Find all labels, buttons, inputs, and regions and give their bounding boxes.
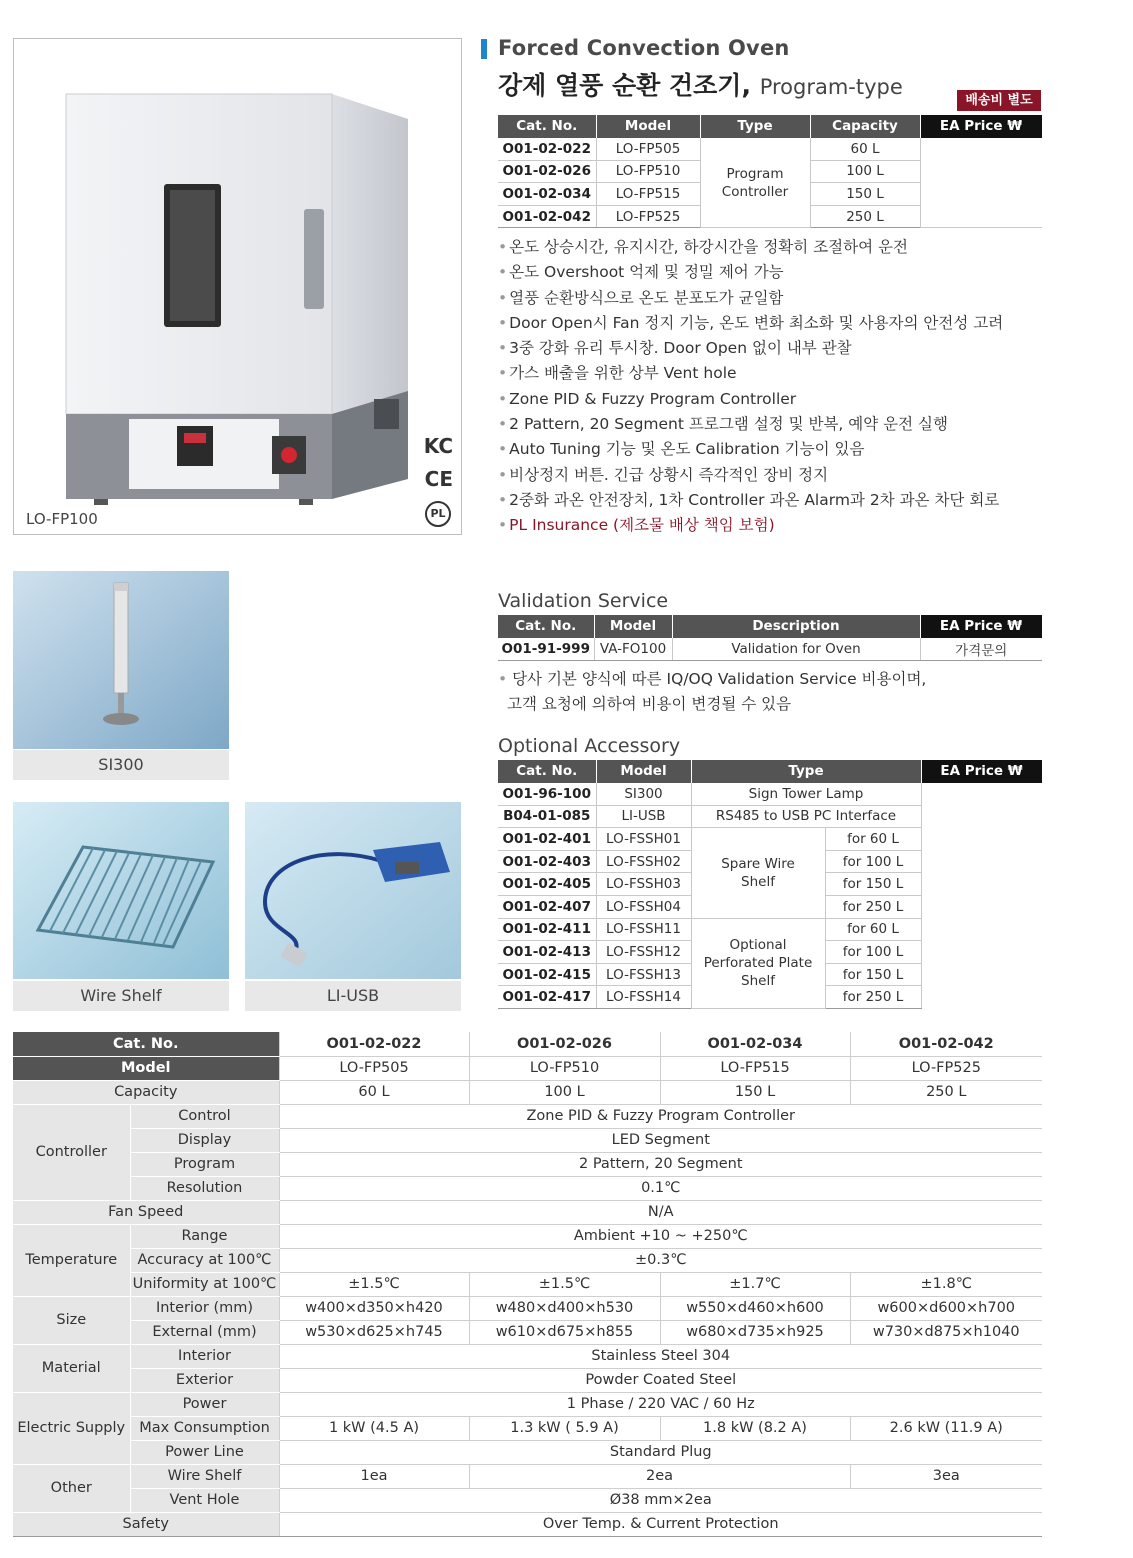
- value: Zone PID & Fuzzy Program Controller: [279, 1104, 1042, 1128]
- price: 가격문의: [920, 638, 1042, 661]
- row-label: Accuracy at 100℃: [130, 1248, 279, 1272]
- cat-no: O01-02-405: [498, 873, 596, 896]
- model: LI-USB: [596, 805, 691, 828]
- ce-cert-icon: CE: [424, 467, 453, 491]
- value: 2 Pattern, 20 Segment: [279, 1152, 1042, 1176]
- validation-note: [498, 667, 926, 717]
- spec-row: [13, 1128, 1042, 1152]
- cat-no: O01-02-407: [498, 896, 596, 919]
- title-ko-text: 강제 열풍 순환 건조기,: [498, 71, 751, 100]
- note-line-1: • 당사 기본 양식에 따른 IQ/OQ Validation Service 비용이며,: [498, 670, 927, 688]
- value: w400×d350×h420: [279, 1296, 469, 1320]
- feature-list: [498, 235, 1003, 539]
- for-capacity: for 250 L: [825, 986, 921, 1009]
- col-cat-no: Cat. No.: [498, 115, 596, 138]
- title-subtitle: Program-type: [759, 75, 903, 99]
- model: LO-FSSH14: [596, 986, 691, 1009]
- value: 2ea: [469, 1464, 850, 1488]
- row-label: Interior: [130, 1344, 279, 1368]
- group-label: Temperature: [13, 1224, 130, 1296]
- capacity: 60 L: [279, 1080, 469, 1104]
- col-type: Type: [691, 760, 921, 783]
- cat-no: O01-02-034: [498, 183, 596, 206]
- spec-row-model: [13, 1056, 1042, 1080]
- usb-interface-illustration: [245, 802, 461, 979]
- spec-row: [13, 1176, 1042, 1200]
- value: Stainless Steel 304: [279, 1344, 1042, 1368]
- capacity: 60 L: [810, 138, 920, 161]
- validation-title: Validation Service: [498, 590, 669, 612]
- spec-table: [13, 1032, 1042, 1537]
- value: LED Segment: [279, 1128, 1042, 1152]
- product-photo-caption: LO-FP100: [26, 510, 98, 528]
- value: Over Temp. & Current Protection: [279, 1512, 1042, 1536]
- model: LO-FSSH02: [596, 850, 691, 873]
- for-capacity: for 60 L: [825, 918, 921, 941]
- spec-row: [13, 1200, 1042, 1224]
- wire-shelf-illustration: [13, 802, 229, 979]
- list-item: • PL Insurance (제조물 배상 책임 보험): [498, 516, 775, 535]
- cat-no: O01-02-022: [279, 1032, 469, 1056]
- value: w600×d600×h700: [850, 1296, 1042, 1320]
- value: 3ea: [850, 1464, 1042, 1488]
- spec-row-capacity: [13, 1080, 1042, 1104]
- model-label: Model: [13, 1056, 279, 1080]
- model: LO-FSSH01: [596, 828, 691, 851]
- spec-row: [13, 1392, 1042, 1416]
- li-usb-caption: LI-USB: [245, 981, 461, 1011]
- table-row: [498, 138, 1042, 161]
- value: ±1.7℃: [660, 1272, 850, 1296]
- col-cat-no: Cat. No.: [498, 760, 596, 783]
- cat-label: Cat. No.: [13, 1032, 279, 1056]
- spec-row: [13, 1368, 1042, 1392]
- row-label: Program: [130, 1152, 279, 1176]
- row-label: Wire Shelf: [130, 1464, 279, 1488]
- row-label: External (mm): [130, 1320, 279, 1344]
- type: RS485 to USB PC Interface: [691, 805, 921, 828]
- value: 2.6 kW (11.9 A): [850, 1416, 1042, 1440]
- row-label: Safety: [13, 1512, 279, 1536]
- list-item: • 3중 강화 유리 투시창. Door Open 없이 내부 관찰: [498, 339, 852, 358]
- value: 1ea: [279, 1464, 469, 1488]
- for-capacity: for 100 L: [825, 850, 921, 873]
- spec-row: [13, 1320, 1042, 1344]
- value: Powder Coated Steel: [279, 1368, 1042, 1392]
- list-item: • 열풍 순환방식으로 온도 분포도가 균일함: [498, 288, 784, 307]
- model: SI300: [596, 783, 691, 806]
- group-label: Electric Supply: [13, 1392, 130, 1464]
- row-label: Range: [130, 1224, 279, 1248]
- accessory-title: Optional Accessory: [498, 735, 681, 757]
- cat-no: O01-02-403: [498, 850, 596, 873]
- row-label: Max Consumption: [130, 1416, 279, 1440]
- si300-caption: SI300: [13, 750, 229, 780]
- value: ±0.3℃: [279, 1248, 1042, 1272]
- row-label: Exterior: [130, 1368, 279, 1392]
- value: ±1.8℃: [850, 1272, 1042, 1296]
- model: LO-FP510: [596, 160, 700, 183]
- group-label: Material: [13, 1344, 130, 1392]
- oven-illustration: [14, 39, 463, 536]
- capacity: 150 L: [810, 183, 920, 206]
- cat-no: O01-02-411: [498, 918, 596, 941]
- cat-no: O01-96-100: [498, 783, 596, 806]
- col-model: Model: [596, 115, 700, 138]
- list-item: • Auto Tuning 기능 및 온도 Calibration 기능이 있음: [498, 440, 865, 459]
- row-label: Resolution: [130, 1176, 279, 1200]
- for-capacity: for 150 L: [825, 963, 921, 986]
- value: w730×d875×h1040: [850, 1320, 1042, 1344]
- row-label: Control: [130, 1104, 279, 1128]
- model: LO-FP510: [469, 1056, 660, 1080]
- list-item: • 온도 상승시간, 유지시간, 하강시간을 정확히 조절하여 운전: [498, 238, 908, 256]
- cat-no: O01-02-042: [850, 1032, 1042, 1056]
- list-item: • Zone PID & Fuzzy Program Controller: [498, 389, 797, 408]
- li-usb-photo: [245, 802, 461, 1011]
- list-item: • 온도 Overshoot 억제 및 정밀 제어 가능: [498, 263, 784, 282]
- value: 0.1℃: [279, 1176, 1042, 1200]
- col-price: EA Price ₩: [920, 615, 1042, 638]
- si300-photo: [13, 571, 229, 780]
- capacity: 250 L: [850, 1080, 1042, 1104]
- spec-row: [13, 1224, 1042, 1248]
- model: LO-FP525: [850, 1056, 1042, 1080]
- col-type: Type: [700, 115, 810, 138]
- row-label: Uniformity at 100℃: [130, 1272, 279, 1296]
- model: LO-FP515: [660, 1056, 850, 1080]
- value: Ambient +10 ~ +250℃: [279, 1224, 1042, 1248]
- spec-row: [13, 1488, 1042, 1512]
- accessory-table: [498, 760, 1043, 1009]
- col-price: EA Price ₩: [921, 760, 1042, 783]
- type: Sign Tower Lamp: [691, 783, 921, 806]
- note-line-2: 고객 요청에 의하여 비용이 변경될 수 있음: [507, 695, 792, 713]
- description: Validation for Oven: [672, 638, 920, 661]
- title-accent-bar: [481, 39, 487, 59]
- col-price: EA Price ₩: [920, 115, 1042, 138]
- capacity-label: Capacity: [13, 1080, 279, 1104]
- page-title-ko: [498, 66, 903, 102]
- list-item: • Door Open시 Fan 정지 기능, 온도 변화 최소화 및 사용자의 안전성 고려: [498, 313, 1004, 332]
- for-capacity: for 250 L: [825, 896, 921, 919]
- page-title-en: Forced Convection Oven: [498, 36, 790, 60]
- row-label: Interior (mm): [130, 1296, 279, 1320]
- value: Standard Plug: [279, 1440, 1042, 1464]
- value: ±1.5℃: [279, 1272, 469, 1296]
- model: LO-FSSH12: [596, 941, 691, 964]
- for-capacity: for 150 L: [825, 873, 921, 896]
- sign-tower-lamp-illustration: [13, 571, 229, 749]
- value: 1.3 kW ( 5.9 A): [469, 1416, 660, 1440]
- cat-no: O01-02-401: [498, 828, 596, 851]
- value: w550×d460×h600: [660, 1296, 850, 1320]
- table-row: [498, 783, 1042, 806]
- spec-row: [13, 1344, 1042, 1368]
- cat-no: O01-02-413: [498, 941, 596, 964]
- list-item: • 2 Pattern, 20 Segment 프로그램 설정 및 반복, 예약 운전 실행: [498, 415, 948, 434]
- spec-row: [13, 1248, 1042, 1272]
- value: 1.8 kW (8.2 A): [660, 1416, 850, 1440]
- col-model: Model: [594, 615, 672, 638]
- cat-no: O01-02-417: [498, 986, 596, 1009]
- row-label: Fan Speed: [13, 1200, 279, 1224]
- model: LO-FSSH11: [596, 918, 691, 941]
- cat-no: O01-02-034: [660, 1032, 850, 1056]
- capacity: 100 L: [810, 160, 920, 183]
- list-item: • 비상정지 버튼. 긴급 상황시 즉각적인 장비 정지: [498, 465, 829, 484]
- value: ±1.5℃: [469, 1272, 660, 1296]
- spec-row: [13, 1440, 1042, 1464]
- row-label: Power: [130, 1392, 279, 1416]
- value: Ø38 mm×2ea: [279, 1488, 1042, 1512]
- value: 1 Phase / 220 VAC / 60 Hz: [279, 1392, 1042, 1416]
- cat-no: O01-02-026: [469, 1032, 660, 1056]
- capacity: 150 L: [660, 1080, 850, 1104]
- spec-row: [13, 1104, 1042, 1128]
- shipping-badge: 배송비 별도: [957, 90, 1041, 111]
- model: LO-FP505: [279, 1056, 469, 1080]
- wire-shelf-caption: Wire Shelf: [13, 981, 229, 1011]
- model: LO-FSSH03: [596, 873, 691, 896]
- for-capacity: for 100 L: [825, 941, 921, 964]
- price-cell: [921, 783, 1042, 1009]
- group-label: Other: [13, 1464, 130, 1512]
- type-group: Spare Wire Shelf: [691, 828, 825, 918]
- product-photo-frame: [13, 38, 462, 535]
- for-capacity: for 60 L: [825, 828, 921, 851]
- model: LO-FSSH04: [596, 896, 691, 919]
- cat-no: O01-02-042: [498, 205, 596, 228]
- table-row: [498, 638, 1042, 661]
- value: w480×d400×h530: [469, 1296, 660, 1320]
- col-cat-no: Cat. No.: [498, 615, 594, 638]
- col-capacity: Capacity: [810, 115, 920, 138]
- cat-no: O01-02-415: [498, 963, 596, 986]
- model: LO-FSSH13: [596, 963, 691, 986]
- model: LO-FP525: [596, 205, 700, 228]
- cat-no: B04-01-085: [498, 805, 596, 828]
- pl-cert-icon: PL: [425, 501, 451, 527]
- model: LO-FP515: [596, 183, 700, 206]
- row-label: Vent Hole: [130, 1488, 279, 1512]
- spec-row: [13, 1296, 1042, 1320]
- cat-no: O01-02-022: [498, 138, 596, 161]
- model: VA-FO100: [594, 638, 672, 661]
- spec-row: [13, 1512, 1042, 1536]
- col-description: Description: [672, 615, 920, 638]
- spec-row-cat: [13, 1032, 1042, 1056]
- spec-row: [13, 1152, 1042, 1176]
- group-label: Controller: [13, 1104, 130, 1200]
- list-item: • 2중화 과온 안전장치, 1차 Controller 과온 Alarm과 2차 과온 차단 회로: [498, 490, 1000, 509]
- col-model: Model: [596, 760, 691, 783]
- list-item: • 가스 배출을 위한 상부 Vent hole: [498, 364, 737, 383]
- row-label: Display: [130, 1128, 279, 1152]
- model: LO-FP505: [596, 138, 700, 161]
- price-cell: [920, 138, 1042, 228]
- row-label: Power Line: [130, 1440, 279, 1464]
- value: w680×d735×h925: [660, 1320, 850, 1344]
- capacity: 250 L: [810, 205, 920, 228]
- spec-row: [13, 1416, 1042, 1440]
- cat-no: O01-91-999: [498, 638, 594, 661]
- group-label: Size: [13, 1296, 130, 1344]
- type-group: Optional Perforated Plate Shelf: [691, 918, 825, 1008]
- spec-row: [13, 1464, 1042, 1488]
- value: w530×d625×h745: [279, 1320, 469, 1344]
- value: w610×d675×h855: [469, 1320, 660, 1344]
- kc-cert-icon: KC: [423, 434, 453, 458]
- cat-no: O01-02-026: [498, 160, 596, 183]
- value: N/A: [279, 1200, 1042, 1224]
- wire-shelf-photo: [13, 802, 229, 1011]
- validation-table: [498, 615, 1043, 661]
- capacity: 100 L: [469, 1080, 660, 1104]
- type: Program Controller: [700, 138, 810, 228]
- value: 1 kW (4.5 A): [279, 1416, 469, 1440]
- product-table: [498, 115, 1043, 228]
- spec-row: [13, 1272, 1042, 1296]
